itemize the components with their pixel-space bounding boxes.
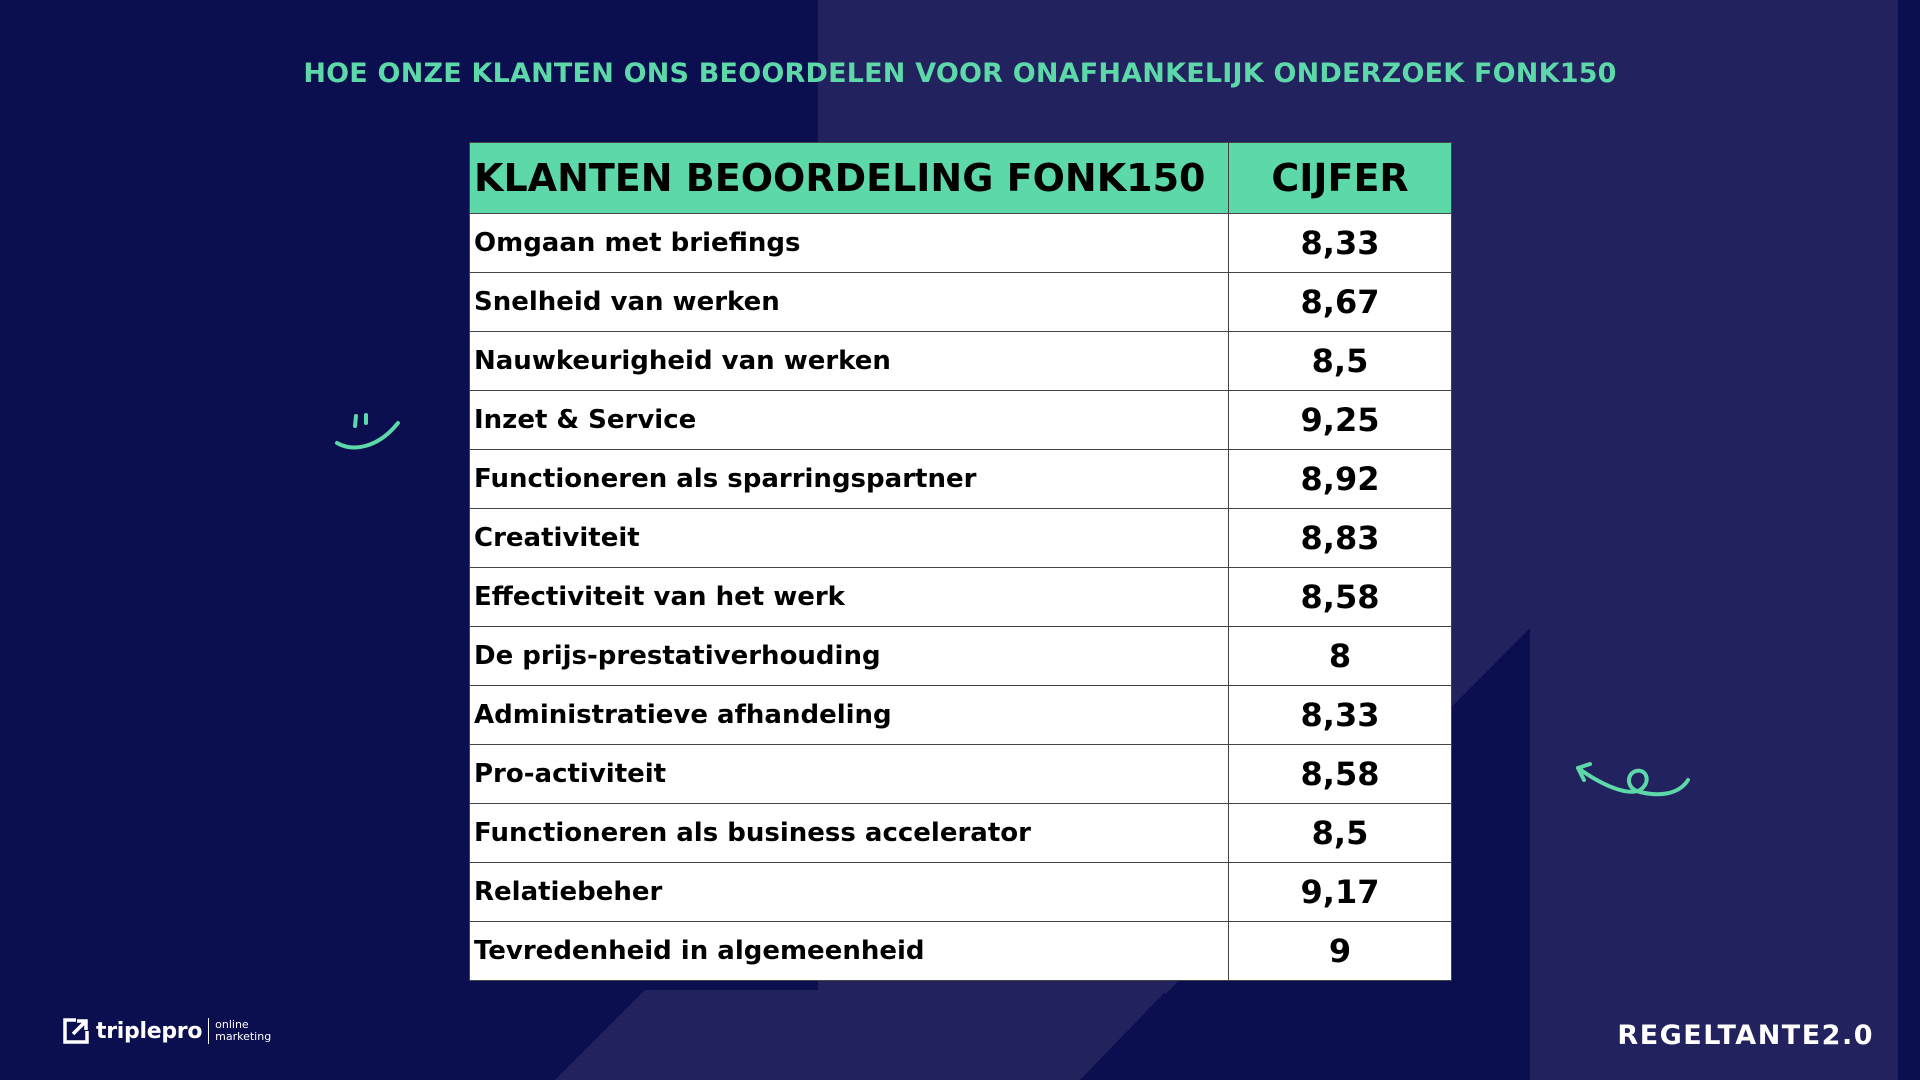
table-row [470, 922, 1452, 981]
criterion-cell: Inzet & Service [470, 391, 1229, 450]
criterion-cell: Nauwkeurigheid van werken [470, 332, 1229, 391]
table-row [470, 627, 1452, 686]
score-cell: 9,25 [1229, 391, 1452, 450]
score-cell: 8,33 [1229, 214, 1452, 273]
table-row [470, 450, 1452, 509]
regeltante-logo: REGELTANTE2.0 [1617, 1020, 1874, 1051]
smiley-doodle-icon [328, 408, 408, 458]
table-row [470, 686, 1452, 745]
score-cell: 8,5 [1229, 804, 1452, 863]
triplepro-logo [62, 1016, 271, 1046]
table-row [470, 568, 1452, 627]
table-row [470, 273, 1452, 332]
criterion-cell: Relatiebeher [470, 863, 1229, 922]
score-cell: 8,33 [1229, 686, 1452, 745]
criterion-cell: Administratieve afhandeling [470, 686, 1229, 745]
score-cell: 8 [1229, 627, 1452, 686]
score-cell: 8,58 [1229, 568, 1452, 627]
curly-arrow-doodle-icon [1568, 756, 1694, 806]
column-header-score: CIJFER [1229, 143, 1452, 214]
brand-tagline-line1: online [215, 1018, 249, 1031]
brand-tagline-line2: marketing [215, 1030, 272, 1043]
table-row [470, 804, 1452, 863]
score-cell: 9,17 [1229, 863, 1452, 922]
external-link-square-icon [62, 1017, 90, 1045]
criterion-cell: Creativiteit [470, 509, 1229, 568]
score-cell: 8,83 [1229, 509, 1452, 568]
brand-tagline [215, 1019, 271, 1043]
criterion-cell: Functioneren als business accelerator [470, 804, 1229, 863]
slide-title: HOE ONZE KLANTEN ONS BEOORDELEN VOOR ONAFHANKELIJK ONDERZOEK FONK150 [303, 58, 1617, 89]
table-row [470, 391, 1452, 450]
table-row [470, 214, 1452, 273]
score-cell: 8,67 [1229, 273, 1452, 332]
criterion-cell: Pro-activiteit [470, 745, 1229, 804]
criterion-cell: Snelheid van werken [470, 273, 1229, 332]
ratings-table [469, 142, 1452, 981]
table-row [470, 332, 1452, 391]
criterion-cell: Effectiviteit van het werk [470, 568, 1229, 627]
table-header-row [470, 143, 1452, 214]
score-cell: 8,92 [1229, 450, 1452, 509]
brand-name-left: triplepro [96, 1018, 203, 1044]
criterion-cell: Tevredenheid in algemeenheid [470, 922, 1229, 981]
score-cell: 8,5 [1229, 332, 1452, 391]
criterion-cell: Functioneren als sparringspartner [470, 450, 1229, 509]
table-row [470, 509, 1452, 568]
score-cell: 9 [1229, 922, 1452, 981]
score-cell: 8,58 [1229, 745, 1452, 804]
column-header-criterion: KLANTEN BEOORDELING FONK150 [470, 143, 1229, 214]
table-row [470, 863, 1452, 922]
criterion-cell: De prijs-prestativerhouding [470, 627, 1229, 686]
criterion-cell: Omgaan met briefings [470, 214, 1229, 273]
table-row [470, 745, 1452, 804]
logo-divider [208, 1018, 209, 1044]
